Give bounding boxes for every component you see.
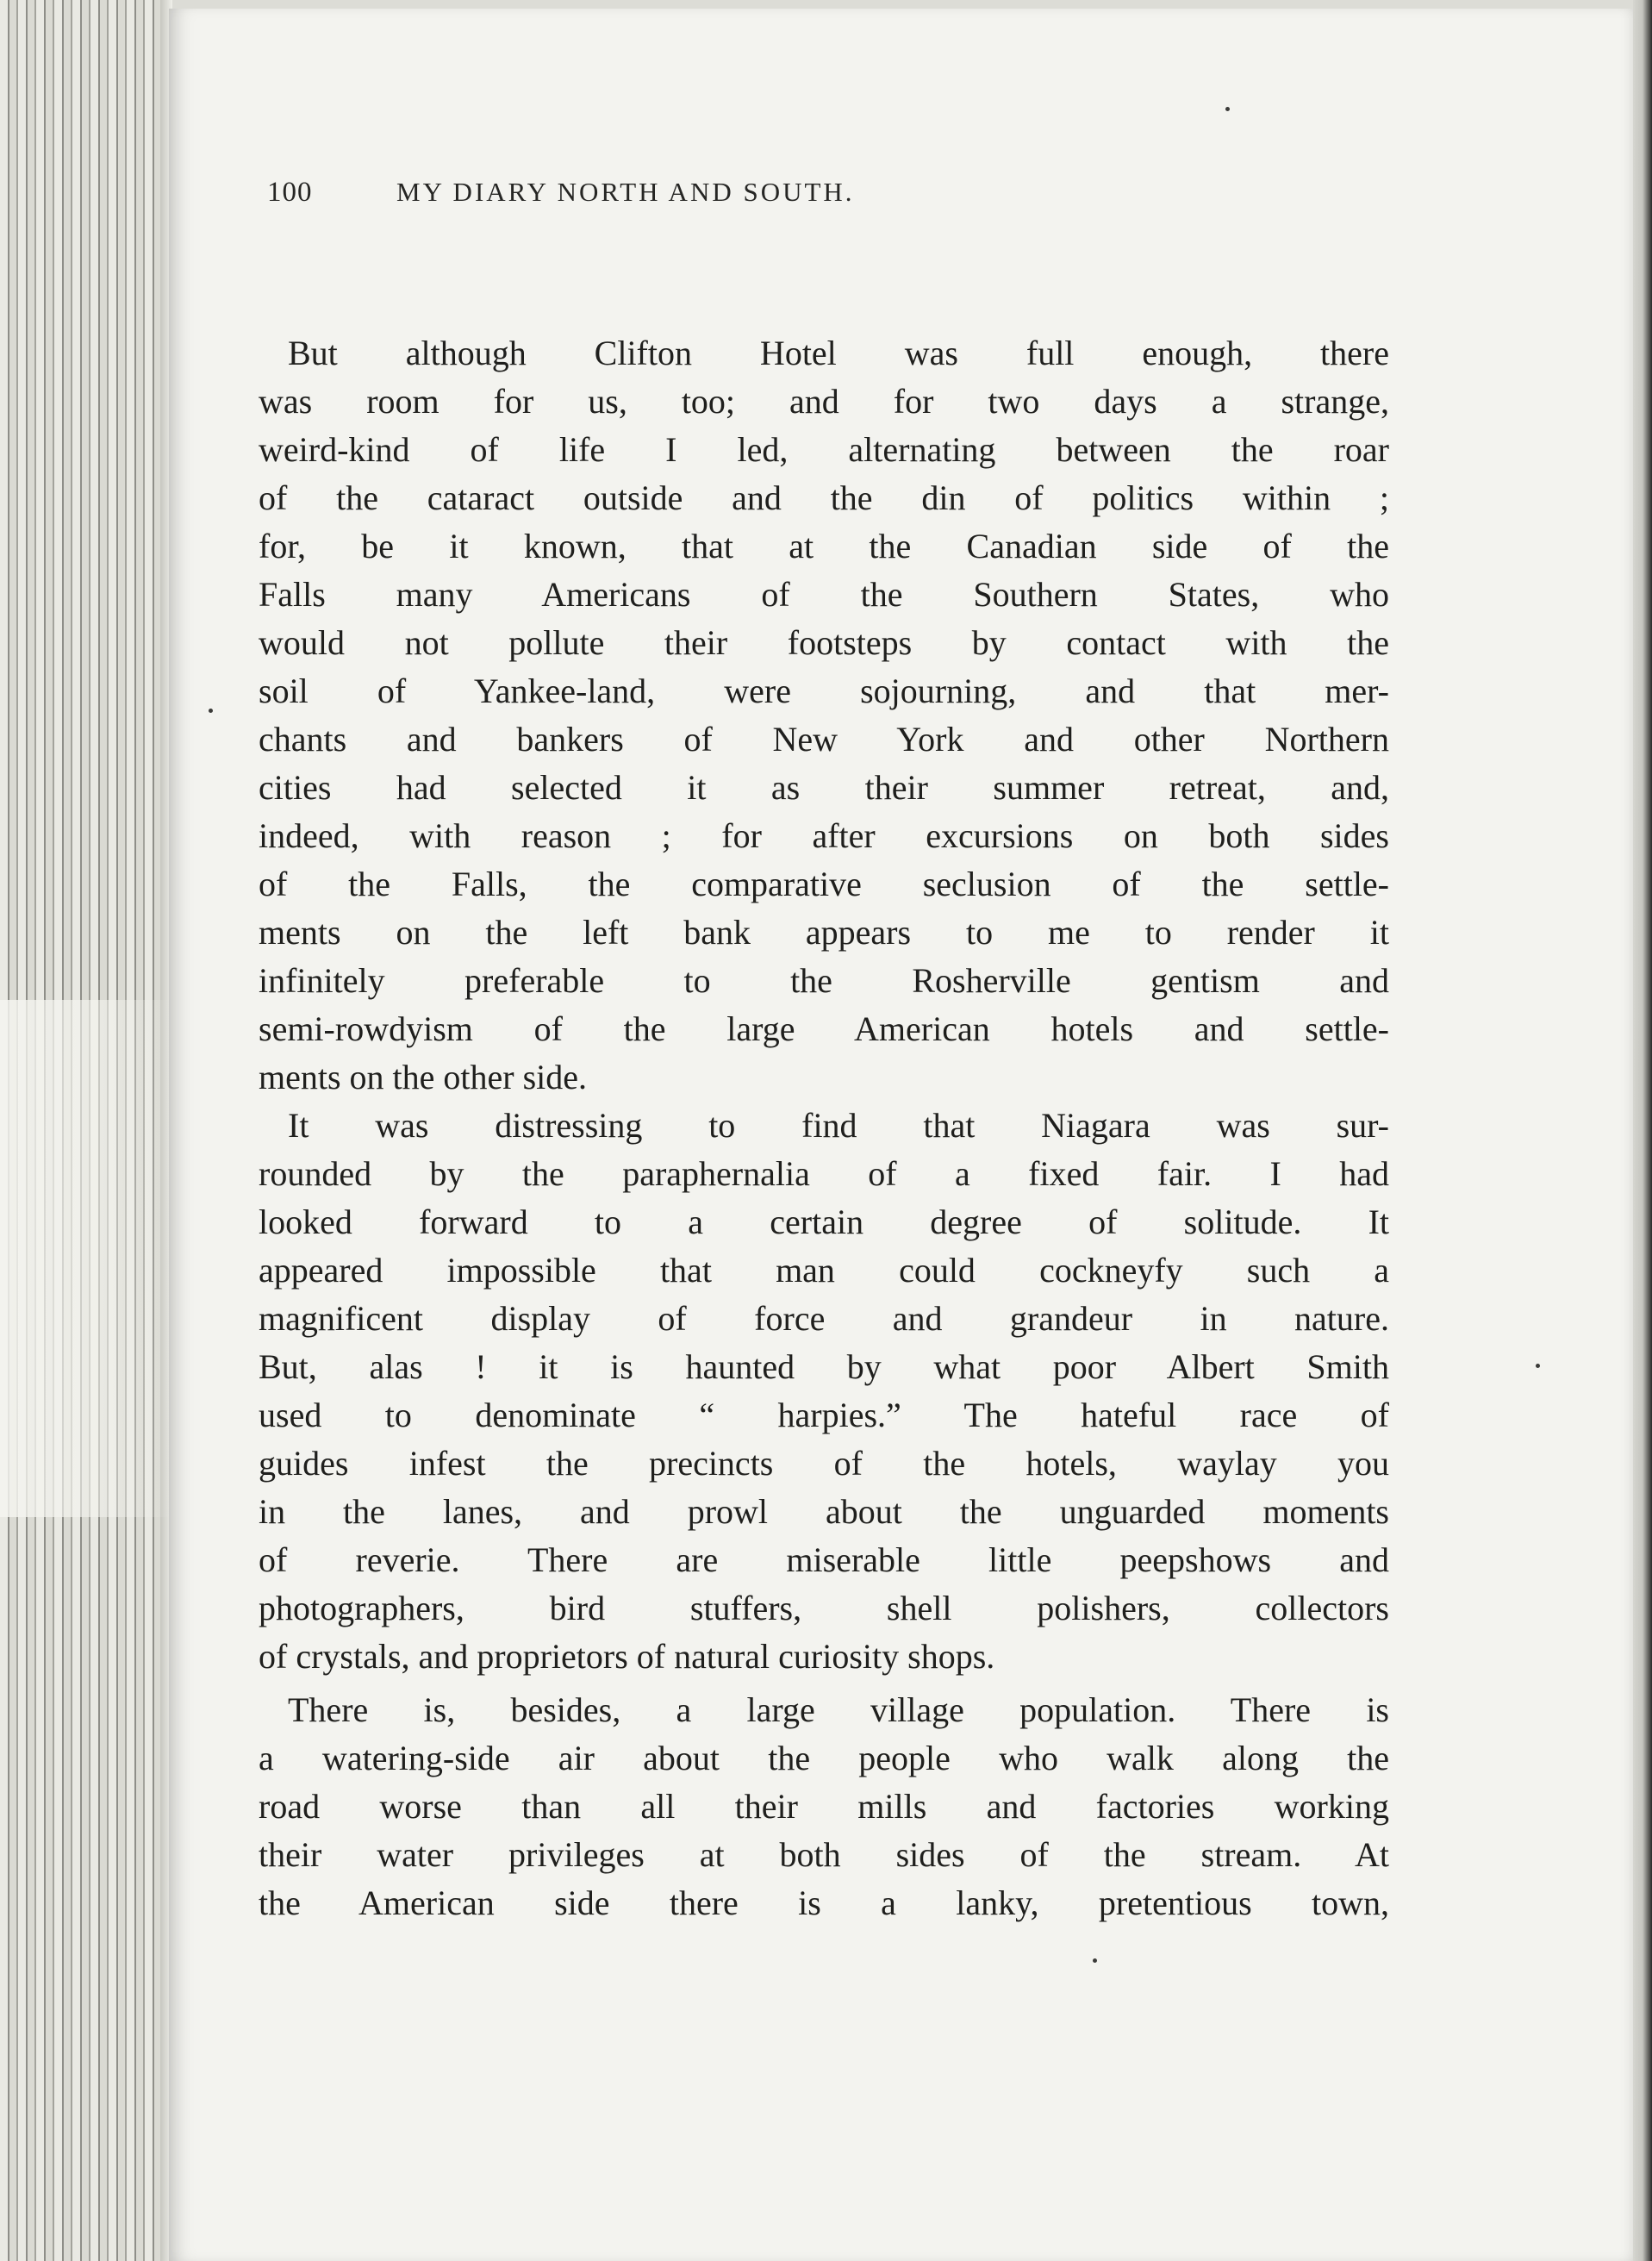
text-line: used to denominate “ harpies.” The hateful race of [259, 1396, 1389, 1434]
text-line: infinitely preferable to the Rosherville gentism and [259, 961, 1389, 1000]
text-line: road worse than all their mills and factories working [259, 1787, 1389, 1826]
text-line: of the Falls, the comparative seclusion of the settle- [259, 865, 1389, 903]
text-line: semi-rowdyism of the large American hotels and settle- [259, 1009, 1389, 1048]
text-line: a watering-side air about the people who walk along the [259, 1739, 1389, 1777]
text-line: But, alas ! it is haunted by what poor Albert Smith [259, 1347, 1389, 1386]
text-line: photographers, bird stuffers, shell polishers, collectors [259, 1589, 1389, 1627]
page-number: 100 [267, 177, 313, 208]
edge-highlight [0, 1000, 172, 1517]
paper-speck [1536, 1364, 1540, 1368]
text-line: of the cataract outside and the din of politics within ; [259, 478, 1389, 517]
text-line: Falls many Americans of the Southern States, who [259, 575, 1389, 614]
paper-speck [1225, 107, 1230, 111]
text-line: of reverie. There are miserable little peepshows and [259, 1540, 1389, 1579]
text-line: looked forward to a certain degree of solitude. It [259, 1202, 1389, 1241]
text-line: soil of Yankee-land, were sojourning, and that mer- [259, 671, 1389, 710]
right-page-edge [1633, 0, 1652, 2261]
running-head [267, 177, 1396, 208]
text-line: weird-kind of life I led, alternating between the roar [259, 430, 1389, 469]
text-line: cities had selected it as their summer retreat, and, [259, 768, 1389, 807]
text-line: of crystals, and proprietors of natural curiosity shops. [259, 1637, 995, 1676]
text-line: ments on the other side. [259, 1058, 588, 1096]
text-line: was room for us, too; and for two days a strange, [259, 382, 1389, 421]
text-line: It was distressing to find that Niagara was sur- [288, 1106, 1389, 1145]
text-line: the American side there is a lanky, pretentious town, [259, 1883, 1389, 1922]
text-line: indeed, with reason ; for after excursions on both sides [259, 816, 1389, 855]
text-line: in the lanes, and prowl about the unguarded moments [259, 1492, 1389, 1531]
running-title: MY DIARY NORTH AND SOUTH. [396, 177, 855, 207]
text-line: their water privileges at both sides of the stream. At [259, 1835, 1389, 1874]
text-line: chants and bankers of New York and other Northern [259, 720, 1389, 759]
text-line: appeared impossible that man could cockneyfy such a [259, 1251, 1389, 1290]
text-line: rounded by the paraphernalia of a fixed fair. I had [259, 1154, 1389, 1193]
text-line: There is, besides, a large village population. There is [288, 1690, 1389, 1729]
paper-speck [209, 709, 213, 713]
text-line: ments on the left bank appears to me to render it [259, 913, 1389, 952]
text-line: But although Clifton Hotel was full enough, there [288, 334, 1389, 372]
text-line: would not pollute their footsteps by contact with the [259, 623, 1389, 662]
text-line: for, be it known, that at the Canadian side of the [259, 527, 1389, 565]
text-line: guides infest the precincts of the hotels, waylay you [259, 1444, 1389, 1483]
paper-speck [1093, 1958, 1097, 1963]
text-line: magnificent display of force and grandeur in nature. [259, 1299, 1389, 1338]
